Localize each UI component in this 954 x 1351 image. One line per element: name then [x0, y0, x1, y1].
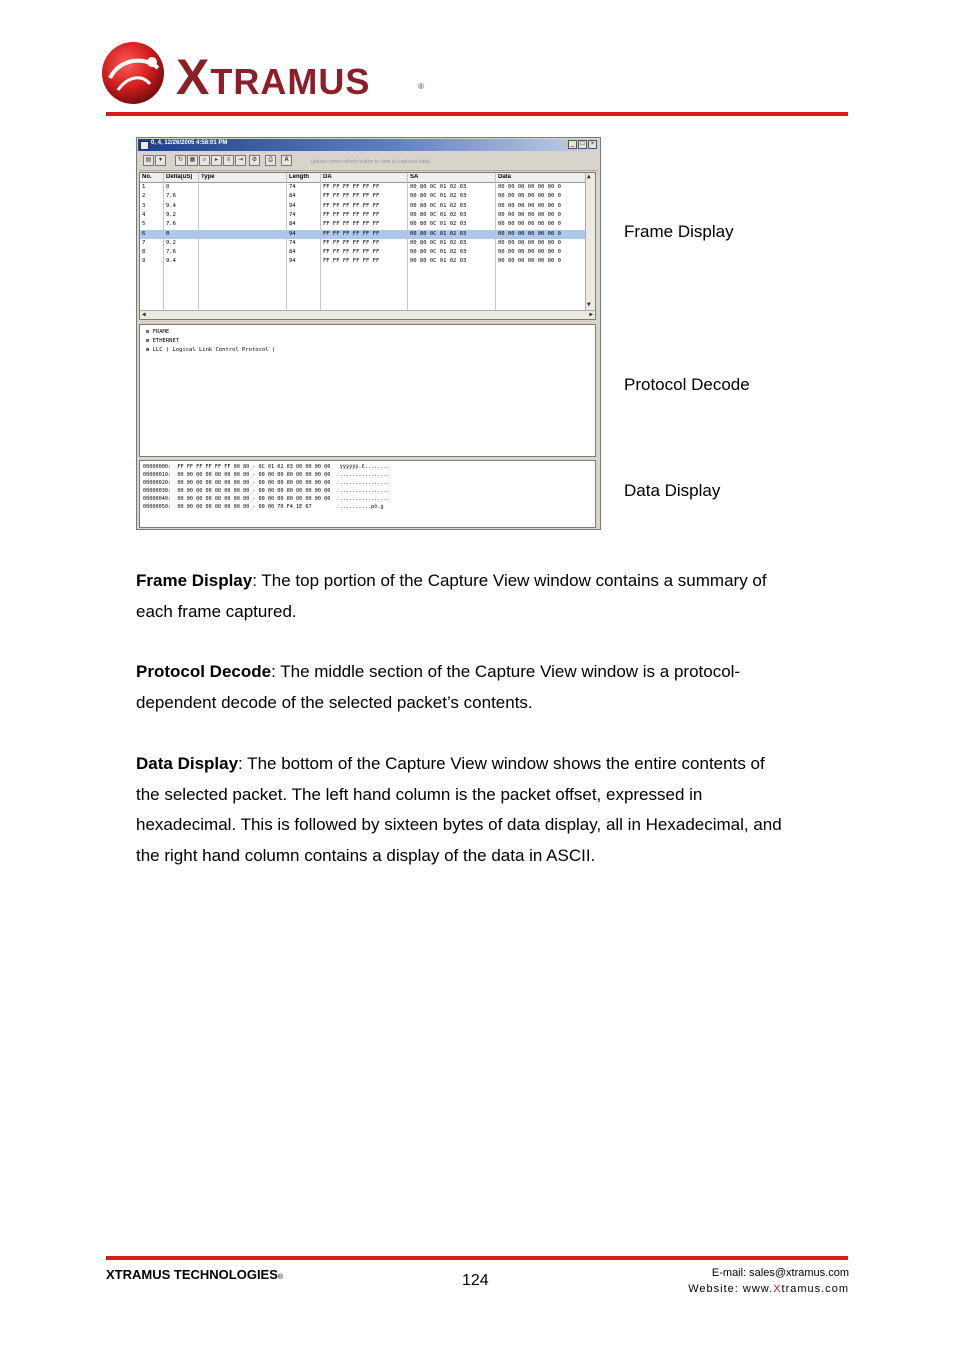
protocol-decode-pane: [139, 324, 596, 457]
frame-display-grid: [139, 172, 596, 320]
footer-website[interactable]: Website: www.Xtramus.com: [688, 1283, 849, 1295]
label-frame-display: Frame Display: [624, 222, 734, 241]
scroll-left-icon[interactable]: ◀: [142, 311, 146, 318]
logo-wordmark: XTRAMUS: [176, 49, 371, 105]
font-icon[interactable]: A: [281, 155, 292, 166]
export-icon[interactable]: ⇥: [235, 155, 246, 166]
cell-length: 74: [289, 184, 296, 190]
paragraph-frame-display: Frame Display: The top portion of the Capture View window contains a summary of each frame captured.: [136, 571, 767, 621]
cell-delta: 7.6: [166, 249, 176, 256]
cell-da: FF FF FF FF FF FF: [323, 202, 380, 209]
cell-delta: 9.2: [166, 211, 176, 218]
cell-length: 94: [289, 230, 296, 237]
cell-length: 94: [289, 202, 296, 209]
hex-line: 00000020: 00 00 00 00 00 00 00 00 - 00 00 00 00 00 00 00 00 ................: [143, 480, 390, 486]
decode-tree-item[interactable]: ⊞ ETHERNET: [146, 338, 180, 344]
scroll-down-icon[interactable]: ▼: [587, 301, 591, 308]
table-row[interactable]: [140, 248, 586, 257]
page-number: 124: [462, 1272, 489, 1289]
cell-delta: 7.6: [166, 221, 176, 228]
cell-no: 6: [142, 230, 146, 237]
capture-toolbar: [139, 153, 598, 171]
cell-no: 9: [142, 258, 146, 265]
table-row[interactable]: [140, 183, 586, 192]
cell-da: FF FF FF FF FF FF: [323, 230, 380, 237]
xtramus-logo: [100, 36, 430, 110]
col-header-no[interactable]: No.: [142, 174, 152, 180]
cell-data: 00 00 00 00 00 00 0: [498, 258, 561, 265]
cell-sa: 00 80 0C 01 02 03: [410, 202, 467, 209]
minimize-icon[interactable]: _: [568, 140, 577, 149]
settings-icon[interactable]: ⚙: [249, 155, 260, 166]
close-icon[interactable]: ×: [588, 140, 597, 149]
find-icon[interactable]: ⌕: [199, 155, 210, 166]
term-frame-display: Frame Display: [136, 571, 253, 590]
cell-sa: 00 80 0C 01 02 03: [410, 239, 467, 246]
col-header-sa[interactable]: SA: [410, 174, 419, 180]
xtramus-swirl-icon: [100, 38, 170, 108]
footer-email[interactable]: E-mail: sales@xtramus.com: [711, 1267, 849, 1279]
cell-sa: 00 80 0C 01 02 03: [410, 258, 467, 265]
table-row[interactable]: [140, 220, 586, 229]
col-header-data[interactable]: Data: [498, 174, 512, 180]
col-header-type[interactable]: Type: [201, 174, 215, 180]
paragraph-protocol-decode: Protocol Decode: The middle section of the Capture View window is a protocol- dependent decode of the selected packet’s contents.: [136, 662, 741, 712]
hex-line: 00000040: 00 00 00 00 00 00 00 00 - 00 00 00 00 00 00 00 00 ................: [143, 496, 390, 502]
next-icon[interactable]: ▸: [211, 155, 222, 166]
cell-length: 84: [289, 249, 296, 256]
header-rule: [106, 112, 848, 116]
term-protocol-decode: Protocol Decode: [136, 662, 272, 681]
cell-sa: 00 80 0C 01 02 03: [410, 193, 467, 200]
col-header-da[interactable]: DA: [323, 174, 332, 180]
cell-da: FF FF FF FF FF FF: [323, 249, 380, 256]
hex-line: 00000030: 00 00 00 00 00 00 00 00 - 00 00 00 00 00 00 00 00 ................: [143, 488, 390, 494]
col-header-length[interactable]: Length: [289, 174, 309, 180]
cell-sa: 00 80 0C 01 02 03: [410, 211, 467, 218]
cell-data: 00 00 00 00 00 00 0: [498, 239, 561, 246]
dropdown-icon[interactable]: ▾: [155, 155, 166, 166]
cell-length: 84: [289, 193, 296, 200]
cell-data: 00 00 00 00 00 00 0: [498, 230, 561, 237]
cell-length: 74: [289, 239, 296, 246]
decode-tree-item[interactable]: ⊞ LLC ( Logical Link Control Protocol ): [146, 347, 276, 353]
table-row[interactable]: [140, 257, 586, 266]
paragraph-data-display: Data Display: The bottom of the Capture View window shows the entire contents of the selected packet. The left hand column is the packet offset, expressed in hexadecimal. This is followed by sixteen bytes of data display, all in Hexadecimal, and the right hand column contains a display of the data in ASCII.: [136, 754, 782, 865]
cell-delta: 9.2: [166, 239, 176, 246]
cell-delta: 0: [166, 184, 170, 190]
window-titlebar: [138, 139, 599, 151]
cell-no: 1: [142, 184, 146, 190]
save-icon[interactable]: ▤: [143, 155, 154, 166]
cell-data: 00 00 00 00 00 00 0: [498, 221, 561, 228]
cell-sa: 00 80 0C 01 02 03: [410, 249, 467, 256]
cell-no: 8: [142, 249, 146, 256]
table-row[interactable]: [140, 239, 586, 248]
data-display-pane: [139, 460, 596, 528]
cell-no: 2: [142, 193, 146, 200]
cell-data: 00 00 00 00 00 00 0: [498, 211, 561, 218]
cell-no: 4: [142, 211, 146, 218]
cell-length: 74: [289, 211, 296, 218]
refresh-icon[interactable]: ↻: [175, 155, 186, 166]
decode-tree-item[interactable]: ⊞ FRAME: [146, 329, 170, 335]
cell-delta: 0: [166, 230, 170, 237]
cell-da: FF FF FF FF FF FF: [323, 184, 380, 190]
grid-vertical-scrollbar[interactable]: [585, 173, 595, 313]
table-row[interactable]: [140, 202, 586, 211]
window-app-icon: [140, 141, 149, 150]
cell-delta: 7.6: [166, 193, 176, 200]
cell-da: FF FF FF FF FF FF: [323, 239, 380, 246]
cell-data: 00 00 00 00 00 00 0: [498, 184, 561, 190]
cell-data: 00 00 00 00 00 00 0: [498, 193, 561, 200]
cell-length: 94: [289, 258, 296, 265]
table-row[interactable]: [140, 192, 586, 201]
capture-view-window: [136, 137, 601, 530]
cell-no: 5: [142, 221, 146, 228]
cell-length: 84: [289, 221, 296, 228]
label-data-display: Data Display: [624, 481, 721, 500]
table-row[interactable]: [140, 230, 586, 239]
cell-delta: 9.4: [166, 258, 176, 265]
scroll-up-icon[interactable]: ▲: [587, 173, 591, 180]
cell-da: FF FF FF FF FF FF: [323, 211, 380, 218]
cell-sa: 00 80 0C 01 02 03: [410, 221, 467, 228]
cell-da: FF FF FF FF FF FF: [323, 193, 380, 200]
cell-delta: 9.4: [166, 202, 176, 209]
col-header-delta[interactable]: Delta(uS): [166, 174, 193, 180]
grid-header: [140, 173, 586, 183]
print-icon[interactable]: ⎙: [265, 155, 276, 166]
decode-icon[interactable]: ≡: [223, 155, 234, 166]
label-protocol-decode: Protocol Decode: [624, 375, 750, 394]
cell-sa: 00 80 0C 01 02 03: [410, 184, 467, 190]
hex-line: 00000010: 00 00 00 00 00 00 00 00 - 00 00 00 00 00 00 00 00 ................: [143, 472, 390, 478]
term-data-display: Data Display: [136, 754, 239, 773]
hex-line: 00000050: 00 00 00 00 00 00 00 00 - 00 00 70 F4 1E 67 ..........pô.g: [143, 504, 384, 510]
maximize-icon[interactable]: □: [578, 140, 587, 149]
cell-sa: 00 80 0C 01 02 03: [410, 230, 467, 237]
table-row[interactable]: [140, 211, 586, 220]
footer-rule: [106, 1256, 848, 1260]
cell-data: 00 00 00 00 00 00 0: [498, 249, 561, 256]
cell-no: 7: [142, 239, 146, 246]
scroll-right-icon[interactable]: ▶: [589, 311, 593, 318]
toolbar-hint: (please press refresh button to view all captured data): [311, 159, 431, 165]
filter-icon[interactable]: ▦: [187, 155, 198, 166]
grid-horizontal-scrollbar[interactable]: [140, 310, 595, 319]
logo-registered-mark: ®: [418, 82, 424, 91]
cell-data: 00 00 00 00 00 00 0: [498, 202, 561, 209]
footer-company: XTRAMUS TECHNOLOGIES®: [106, 1267, 284, 1282]
window-title: 0, 4, 12/26/2005 4:58:01 PM: [151, 140, 228, 146]
window-controls: [568, 140, 597, 149]
cell-da: FF FF FF FF FF FF: [323, 258, 380, 265]
hex-line: 00000000: FF FF FF FF FF FF 00 80 - 0C 01 02 03 00 00 00 00 ÿÿÿÿÿÿ.€........: [143, 464, 390, 470]
cell-no: 3: [142, 202, 146, 209]
cell-da: FF FF FF FF FF FF: [323, 221, 380, 228]
